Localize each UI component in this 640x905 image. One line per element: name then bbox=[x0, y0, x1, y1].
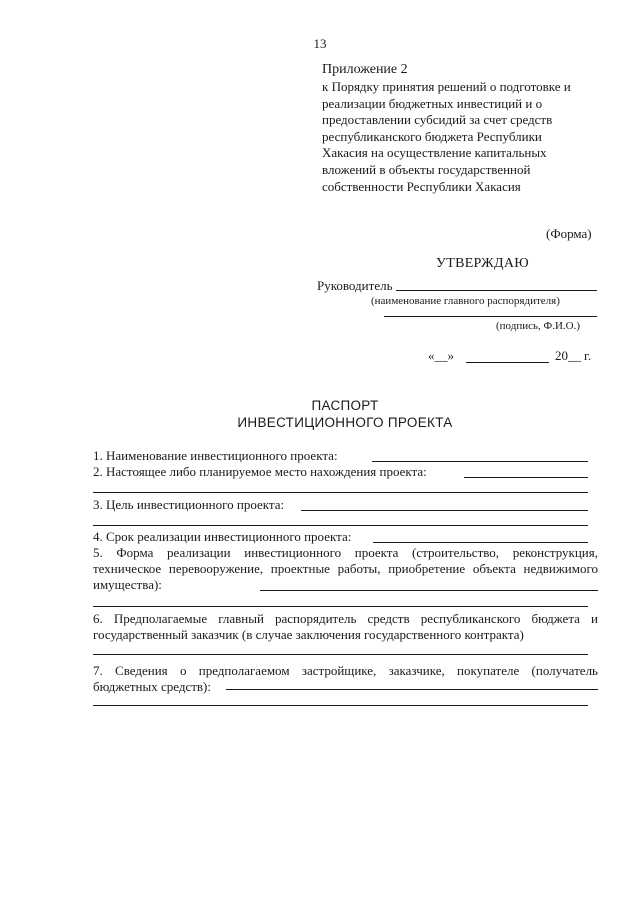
date-day[interactable]: «__» bbox=[428, 348, 454, 363]
item-2-label: 2. Настоящее либо планируемое место нахождения проекта: bbox=[93, 464, 427, 479]
item-7-field-extra[interactable] bbox=[93, 705, 588, 706]
appendix-title: Приложение 2 bbox=[322, 62, 408, 77]
item-5-label: 5. Форма реализации инвестиционного проекта (строительство, реконструкция, техническое перевооружение, проектные работы, приобретение объекта недвижимого имущества): bbox=[93, 545, 598, 592]
head-label: Руководитель bbox=[317, 278, 393, 293]
head-name-line[interactable] bbox=[396, 290, 597, 291]
approve-heading: УТВЕРЖДАЮ bbox=[436, 256, 529, 271]
item-3-field[interactable] bbox=[301, 510, 588, 511]
appendix-line: предоставлении субсидий за счет средств bbox=[322, 112, 553, 128]
item-1-label: 1. Наименование инвестиционного проекта: bbox=[93, 448, 338, 463]
appendix-line: к Порядку принятия решений о подготовке и bbox=[322, 79, 571, 94]
page-number: 13 bbox=[313, 36, 327, 51]
appendix-line: республиканского бюджета Республики bbox=[322, 128, 542, 144]
appendix-line: Хакасия на осуществление капитальных bbox=[322, 145, 547, 161]
item-2-field-extra[interactable] bbox=[93, 492, 588, 493]
appendix-line: реализации бюджетных инвестиций и о bbox=[322, 95, 543, 111]
item-7-field[interactable] bbox=[226, 689, 598, 690]
appendix-text bbox=[322, 79, 607, 195]
item-7-label: 7. Сведения о предполагаемом застройщике, заказчике, покупателе (получатель бюджетных средств): bbox=[93, 663, 598, 694]
item-3-field-extra[interactable] bbox=[93, 525, 588, 526]
signature-line[interactable] bbox=[384, 316, 597, 317]
item-3-label: 3. Цель инвестиционного проекта: bbox=[93, 497, 285, 512]
signature-hint: (подпись, Ф.И.О.) bbox=[496, 320, 580, 332]
item-5-field-extra[interactable] bbox=[93, 606, 588, 607]
item-6-field[interactable] bbox=[93, 654, 588, 655]
item-6-label: 6. Предполагаемые главный распорядитель средств республиканского бюджета и государственный заказчик (в случае заключения государственного контракта) bbox=[93, 611, 598, 642]
date-year-suffix: г. bbox=[584, 348, 592, 363]
item-4-field[interactable] bbox=[373, 542, 588, 543]
item-4-label: 4. Срок реализации инвестиционного проекта: bbox=[93, 529, 352, 544]
appendix-line: вложений в объекты государственной bbox=[322, 161, 531, 177]
doc-title-line2: ИНВЕСТИЦИОННОГО ПРОЕКТА bbox=[237, 415, 453, 430]
date-month-line[interactable] bbox=[466, 362, 549, 363]
item-1-field[interactable] bbox=[372, 461, 588, 462]
appendix-line: собственности Республики Хакасия bbox=[322, 178, 521, 194]
doc-title-line1: ПАСПОРТ bbox=[311, 398, 379, 413]
head-hint: (наименование главного распорядителя) bbox=[371, 295, 560, 307]
item-2-field[interactable] bbox=[464, 477, 588, 478]
form-label: (Форма) bbox=[546, 226, 592, 241]
date-year[interactable]: 20__ bbox=[555, 348, 581, 363]
item-5-field[interactable] bbox=[260, 590, 598, 591]
